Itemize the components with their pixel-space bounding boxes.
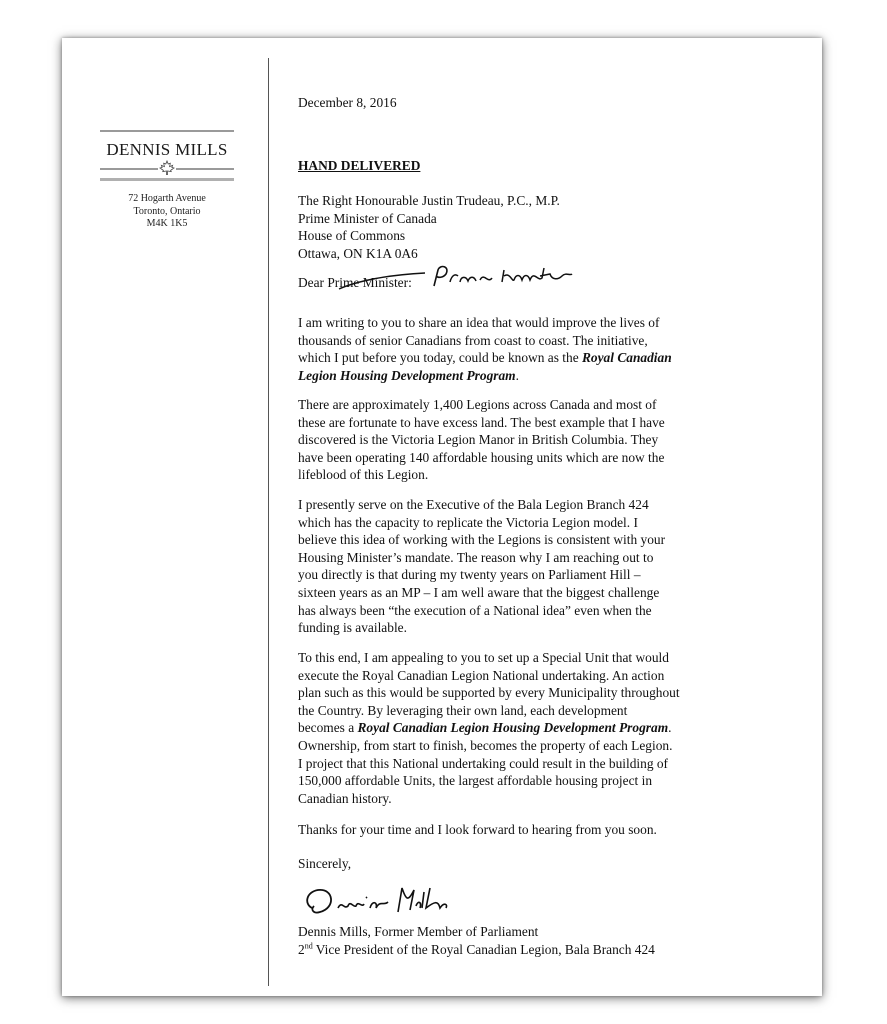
paragraph-1 — [298, 314, 672, 384]
text-line — [298, 719, 680, 737]
text-line: believe this idea of working with the Legions is consistent with your — [298, 532, 666, 548]
text-line: I am writing to you to share an idea that would improve the lives of — [298, 315, 660, 330]
signature-title-line — [298, 941, 655, 959]
address-postal: M4K 1K5 — [146, 218, 188, 229]
text-line: the Country. By leveraging their own land, each development — [298, 702, 628, 718]
recipient-line: House of Commons — [298, 228, 406, 244]
letter-date: December 8, 2016 — [298, 95, 397, 110]
text-line: has always been “the execution of a National idea” even when the — [298, 602, 652, 618]
text-line: 150,000 affordable Units, the largest affordable housing project in — [298, 773, 653, 789]
salutation — [298, 274, 412, 292]
text-span: Vice President of the Royal Canadian Legion, Bala Branch 424 — [312, 942, 655, 957]
salutation-prefix: Dear Prime — [298, 275, 363, 290]
text-line — [298, 367, 672, 385]
salutation-suffix: : — [408, 275, 412, 290]
paragraph-4 — [298, 649, 680, 807]
text-line: lifeblood of this Legion. — [298, 467, 429, 483]
text-line: thousands of senior Canadians from coast to coast. The initiative, — [298, 332, 648, 348]
text-line: There are approximately 1,400 Legions across Canada and most of — [298, 397, 657, 412]
address-city: Toronto, Ontario — [133, 205, 201, 217]
program-name-emphasis: Royal Canadian — [581, 350, 672, 366]
handwritten-correction — [430, 262, 580, 292]
text-line: you directly is that during my twenty years on Parliament Hill – — [298, 567, 641, 583]
paragraph-2 — [298, 396, 665, 484]
recipient-line: Prime Minister of Canada — [298, 210, 437, 226]
text-span: . — [515, 367, 519, 383]
text-line: plan such as this would be supported by every Municipality throughout — [298, 685, 680, 701]
text-line: discovered is the Victoria Legion Manor in British Columbia. They — [298, 432, 659, 448]
letterhead-bottom-rule — [100, 178, 234, 181]
text-line: have been operating 140 affordable housing units which are now the — [298, 449, 665, 465]
letterhead-top-rule — [100, 130, 234, 132]
text-span: . — [668, 720, 672, 736]
maple-leaf-icon — [158, 160, 176, 176]
text-line: To this end, I am appealing to you to set up a Special Unit that would — [298, 650, 669, 665]
letter-page — [62, 38, 822, 996]
recipient-block — [298, 192, 560, 262]
program-name-emphasis: Royal Canadian Legion Housing Development Program — [357, 720, 669, 736]
text-line: Canadian history. — [298, 790, 392, 806]
address-street: 72 Hogarth Avenue — [128, 193, 206, 204]
ordinal-suffix: nd — [304, 941, 313, 951]
text-line: I project that this National undertaking could result in the building of — [298, 755, 669, 771]
letterhead-divider — [100, 162, 234, 176]
recipient-line: The Right Honourable Justin Trudeau, P.C., M.P. — [298, 193, 560, 208]
letterhead-address — [100, 193, 234, 231]
signature-name-line: Dennis Mills, Former Member of Parliament — [298, 924, 539, 939]
text-span: becomes a — [298, 720, 358, 736]
recipient-line: Ottawa, ON K1A 0A6 — [298, 245, 418, 261]
struck-word-text: Minister — [362, 275, 409, 290]
paragraph-5: Thanks for your time and I look forward to hearing from you soon. — [298, 822, 657, 837]
vertical-rule — [268, 58, 269, 986]
letterhead-name: DENNIS MILLS — [106, 140, 228, 159]
text-line: funding is available. — [298, 620, 407, 636]
text-line: I presently serve on the Executive of the Bala Legion Branch 424 — [298, 497, 649, 512]
letterhead — [100, 130, 234, 231]
text-line: Ownership, from start to finish, becomes the property of each Legion. — [298, 737, 673, 753]
program-name-emphasis: Legion Housing Development Program — [298, 367, 516, 383]
closing: Sincerely, — [298, 856, 352, 871]
paragraph-3 — [298, 496, 665, 637]
strikeout-mark — [337, 271, 429, 293]
struck-word — [363, 275, 408, 290]
text-line — [298, 349, 672, 367]
text-line: which has the capacity to replicate the Victoria Legion model. I — [298, 514, 638, 530]
text-line: these are fortunate to have excess land. The best example that I have — [298, 414, 665, 430]
text-span: 2 — [298, 942, 305, 957]
text-line: Housing Minister’s mandate. The reason why I am reaching out to — [298, 549, 654, 565]
handwritten-signature — [298, 878, 478, 922]
text-line: execute the Royal Canadian Legion National undertaking. An action — [298, 667, 665, 683]
text-line: sixteen years as an MP – I am well aware that the biggest challenge — [298, 584, 660, 600]
text-span: which I put before you today, could be known as the — [298, 350, 582, 366]
delivery-method: HAND DELIVERED — [298, 158, 421, 173]
